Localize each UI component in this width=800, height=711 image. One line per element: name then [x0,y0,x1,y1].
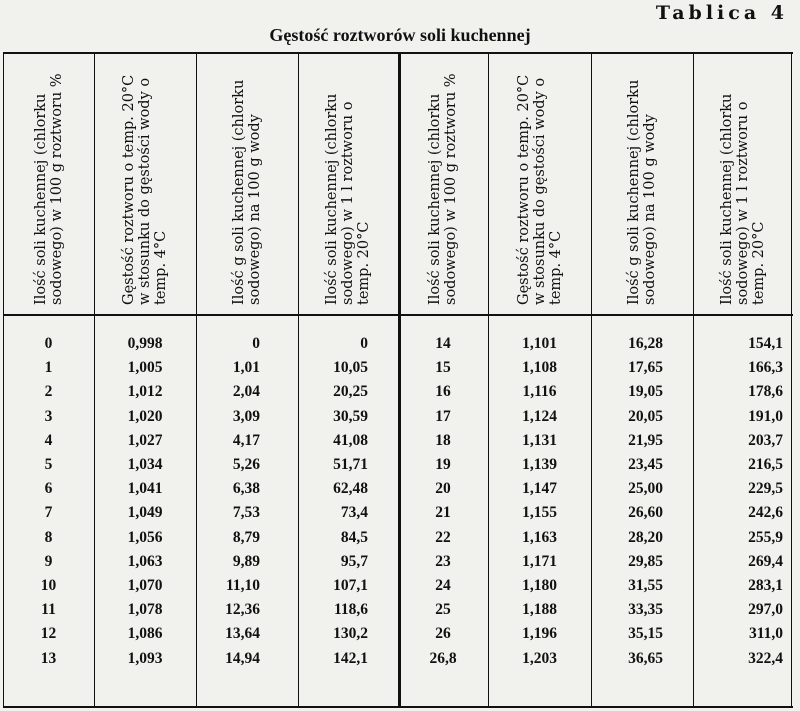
table-cell: 0 [44,335,53,352]
table-cell: 1,116 [522,383,557,401]
table-cell: 95,7 [340,552,368,570]
table-cell: 1,180 [522,577,557,594]
table-cell: 107,1 [333,577,368,594]
table-cell: 21,95 [628,431,663,449]
table-cell: 10,05 [333,359,368,377]
table-cell: 154,1 [748,335,783,352]
column-header [693,58,793,312]
table-cell: 3,09 [232,407,260,425]
table-cell: 1,078 [127,601,163,619]
table-cell: 203,7 [748,431,783,449]
table-cell: 283,1 [748,577,783,594]
column-header [196,58,298,312]
table-cell: 1,070 [127,577,163,594]
column-header [298,58,398,312]
table-cell: 73,4 [340,504,368,522]
table-cell: 297,0 [748,601,783,619]
table-cell: 1,188 [522,601,557,619]
table-cell: 22 [435,528,451,546]
table-cell: 26,8 [429,649,457,667]
table-cell: 1,203 [522,649,557,667]
table-cell: 5 [44,456,53,473]
table-cell: 19,05 [628,383,663,401]
table-cell: 33,35 [628,601,663,619]
table-cell: 1,049 [127,504,163,522]
table-cell: 1,155 [522,504,557,522]
table-cell: 118,6 [333,601,368,619]
table-cell: 31,55 [628,577,663,594]
table-cell: 2 [44,383,53,401]
table-cell: 19 [435,456,451,473]
column-header-text: Ilość soli kuchennej (chlorku sodowego) w 1 l roztworu o temp. 20°C [719,93,767,305]
column-header [591,58,693,312]
density-table [3,52,793,708]
table-cell: 1,171 [522,552,557,570]
column-header-text: Gęstość roztworu o temp. 20°C w stosunku do gęstości wody o temp. 4°C [121,74,169,305]
table-cell: 216,5 [748,456,783,473]
table-cell: 1,131 [522,431,557,449]
column-header-text: Ilość g soli kuchennej (chlorku sodowego) na 100 g wody [231,79,263,305]
column-header-text: Ilość soli kuchennej (chlorku sodowego) w 1 l roztworu o temp. 20°C [324,93,372,305]
table-cell: 1,196 [522,625,557,643]
table-cell: 23,45 [628,456,663,473]
table-cell: 1,020 [127,407,163,425]
column-header [94,58,196,312]
table-cell: 1,01 [232,359,260,377]
table-cell: 8 [44,528,53,546]
table-cell: 1,027 [127,431,163,449]
column-header-text: Ilość soli kuchennej (chlorku sodowego) w 100 g roztworu % [32,73,65,305]
table-cell: 0 [360,335,368,352]
table-cell: 21 [435,504,451,522]
table-cell: 16,28 [628,335,663,352]
table-cell: 13,64 [225,625,260,643]
table-number-label: Tablica 4 [655,2,788,24]
table-cell: 7,53 [232,504,260,522]
table-cell: 62,48 [333,480,368,498]
table-cell: 9 [44,552,53,570]
table-cell: 1,041 [127,480,163,498]
page-title: Gęstość roztworów soli kuchennej [269,25,531,45]
table-cell: 1,063 [127,552,163,570]
table-cell: 255,9 [748,528,783,546]
table-cell: 24 [435,577,451,594]
table-cell: 23 [435,552,451,570]
table-cell: 1,005 [127,359,163,377]
table-cell: 4,17 [232,431,260,449]
table-cell: 13 [40,649,57,667]
table-cell: 2,04 [232,383,260,401]
table-cell: 1,034 [127,456,163,473]
table-cell: 1,093 [127,649,163,667]
column-header [488,58,591,312]
table-cell: 1,012 [127,383,163,401]
table-cell: 17,65 [628,359,663,377]
table-cell: 6,38 [232,480,260,498]
table-cell: 7 [44,504,53,522]
column-header [3,58,94,312]
table-cell: 26,60 [628,504,663,522]
table-cell: 142,1 [333,649,368,667]
table-cell: 322,4 [748,649,783,667]
table-cell: 1,056 [127,528,163,546]
table-cell: 18 [435,431,451,449]
table-cell: 26 [435,625,451,643]
table-cell: 12,36 [225,601,260,619]
table-cell: 191,0 [748,407,783,425]
table-cell: 12 [40,625,57,643]
column-header-text: Ilość g soli kuchennej (chlorku sodowego) na 100 g wody [626,79,658,305]
table-cell: 242,6 [748,504,783,522]
table-cell: 20 [435,480,451,498]
table-cell: 17 [435,407,451,425]
column-header-text: Gęstość roztworu o temp. 20°C w stosunku do gęstości wody o temp. 4°C [515,74,564,305]
table-cell: 1,101 [522,335,557,352]
table-cell: 41,08 [333,431,368,449]
table-cell: 25,00 [628,480,663,498]
table-cell: 1,147 [522,480,557,498]
table-cell: 1 [44,359,53,377]
table-cell: 25 [435,601,451,619]
table-cell: 10 [40,577,57,594]
table-cell: 36,65 [628,649,663,667]
table-cell: 9,89 [232,552,260,570]
column-header [398,58,488,312]
column-header-text: Ilość soli kuchennej (chlorku sodowego) w 100 g roztworu % [427,73,459,305]
table-cell: 166,3 [748,359,783,377]
table-cell: 14,94 [225,649,260,667]
table-cell: 1,139 [522,456,557,473]
table-cell: 229,5 [748,480,783,498]
table-cell: 6 [44,480,53,498]
table-cell: 178,6 [748,383,783,401]
table-cell: 29,85 [628,552,663,570]
table-cell: 5,26 [232,456,260,473]
table-cell: 4 [44,431,53,449]
table-cell: 0 [252,335,260,352]
table-cell: 84,5 [340,528,368,546]
table-cell: 311,0 [748,625,783,643]
table-cell: 269,4 [748,552,783,570]
table-cell: 0,998 [127,335,163,352]
table-cell: 1,108 [522,359,557,377]
table-cell: 20,05 [628,407,663,425]
table-cell: 14 [435,335,451,352]
table-cell: 1,163 [522,528,557,546]
table-cell: 35,15 [628,625,663,643]
table-cell: 28,20 [628,528,663,546]
table-cell: 11 [41,601,56,619]
table-cell: 1,086 [127,625,163,643]
table-cell: 15 [435,359,451,377]
table-cell: 1,124 [522,407,557,425]
table-cell: 8,79 [232,528,260,546]
table-cell: 30,59 [333,407,368,425]
table-cell: 3 [44,407,53,425]
table-cell: 51,71 [333,456,368,473]
table-cell: 130,2 [333,625,368,643]
table-cell: 16 [435,383,451,401]
table-cell: 20,25 [333,383,368,401]
table-cell: 11,10 [225,577,260,594]
